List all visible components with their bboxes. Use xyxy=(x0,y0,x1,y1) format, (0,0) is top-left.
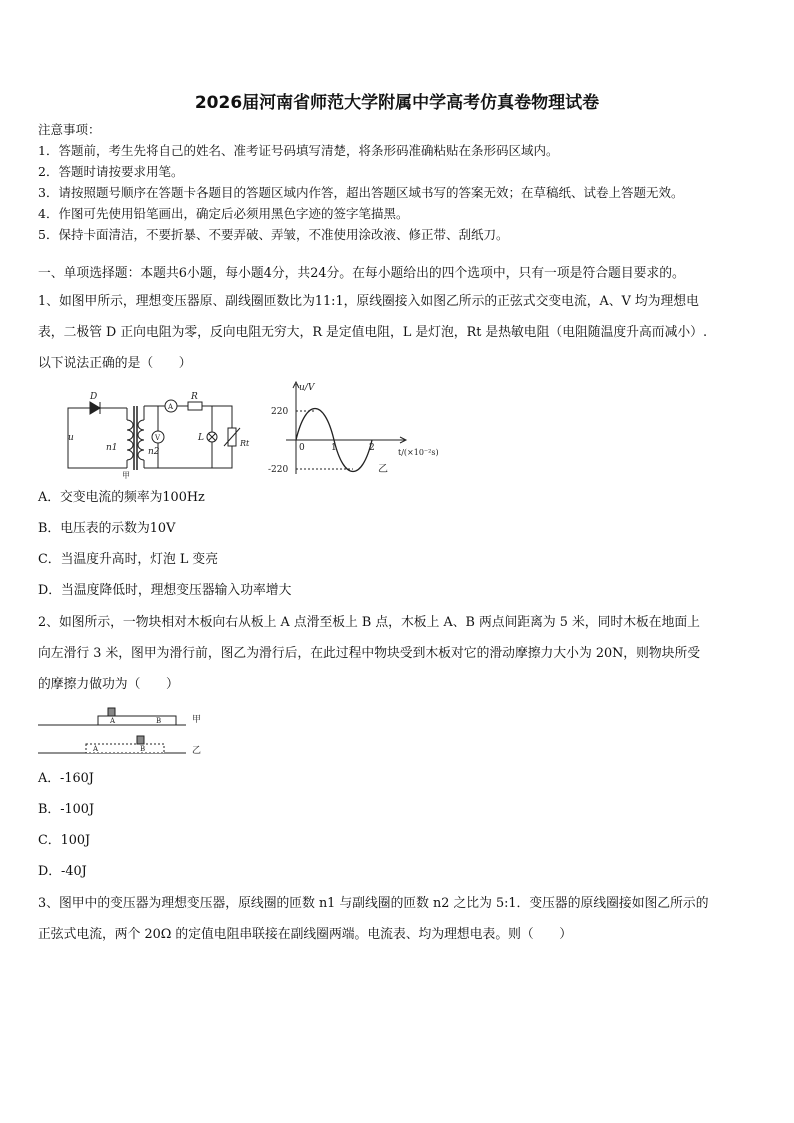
section-heading: 一、单项选择题：本题共6小题，每小题4分，共24分。在每小题给出的四个选项中，只有一项是符合题目要求的。 xyxy=(38,266,685,281)
label-R: R xyxy=(191,392,198,402)
label-D: D xyxy=(90,392,98,402)
q1-text: 以下说法正确的是（ ） xyxy=(38,356,192,371)
y-axis-label: u/V xyxy=(299,383,315,393)
q1-option-a[interactable]: A．交变电流的频率为100Hz xyxy=(38,490,205,505)
label-n2: n2 xyxy=(148,447,160,457)
board-figure xyxy=(38,703,208,761)
q1-option-d[interactable]: D．当温度降低时，理想变压器输入功率增大 xyxy=(38,583,292,598)
figure-label-yi: 乙 xyxy=(192,746,202,756)
q1-text: 表，二极管 D 正向电阻为零，反向电阻无穷大，R 是定值电阻，L 是灯泡，Rt 是热敏电阻（电阻随温度升高而减小）. xyxy=(38,325,708,340)
q3-text: 正弦式电流，两个 20Ω 的定值电阻串联接在副线圈两端。电流表、均为理想电表。则（ ） xyxy=(38,927,573,942)
sine-graph xyxy=(266,378,456,478)
notice-item: 4．作图可先使用铅笔画出，确定后必须用黑色字迹的签字笔描黑。 xyxy=(38,206,409,221)
x-tick-2: 2 xyxy=(369,443,375,453)
circuit-figure xyxy=(60,388,260,480)
voltmeter-label: V xyxy=(155,434,161,442)
label-Rt: Rt xyxy=(240,439,250,448)
q2-option-d[interactable]: D．-40J xyxy=(38,864,87,879)
q1-text: 1、如图甲所示，理想变压器原、副线圈匝数比为11:1，原线圈接入如图乙所示的正弦式交变电流，A、V 均为理想电 xyxy=(38,294,699,309)
notice-item: 5．保持卡面清洁，不要折暴、不要弄破、弄皱，不准使用涂改液、修正带、刮纸刀。 xyxy=(38,227,509,242)
y-tick-220: 220 xyxy=(271,407,289,417)
q2-option-a[interactable]: A．-160J xyxy=(38,771,94,786)
x-tick-1: 1 xyxy=(331,443,337,453)
x-axis-label: t/(×10⁻²s) xyxy=(398,448,439,457)
x-tick-0: 0 xyxy=(299,443,305,453)
page-title: 2026届河南省师范大学附属中学高考仿真卷物理试卷 xyxy=(194,93,600,113)
q1-option-b[interactable]: B．电压表的示数为10V xyxy=(38,521,176,536)
q2-text: 2、如图所示，一物块相对木板向右从板上 A 点滑至板上 B 点，木板上 A、B 两点间距离为 5 米，同时木板在地面上 xyxy=(38,615,700,630)
y-tick-neg220: -220 xyxy=(268,465,289,475)
q2-option-b[interactable]: B．-100J xyxy=(38,802,95,817)
notice-item: 1．答题前，考生先将自己的姓名、准考证号码填写清楚，将条形码准确粘贴在条形码区域内。 xyxy=(38,143,559,158)
figure-label-yi: 乙 xyxy=(378,464,388,475)
notice-heading: 注意事项： xyxy=(38,122,101,137)
q2-option-c[interactable]: C．100J xyxy=(38,833,91,848)
figure-label-jia: 甲 xyxy=(122,471,130,480)
notice-item: 2．答题时请按要求用笔。 xyxy=(38,164,184,179)
q3-text: 3、图甲中的变压器为理想变压器，原线圈的匝数 n1 与副线圈的匝数 n2 之比为 5:1．变压器的原线圈接如图乙所示的 xyxy=(38,896,709,911)
point-A: A xyxy=(110,717,116,725)
label-u: u xyxy=(68,433,74,443)
label-L: L xyxy=(198,433,204,443)
point-A: A xyxy=(93,745,99,753)
ammeter-label: A xyxy=(168,403,174,411)
point-B: B xyxy=(156,717,162,725)
q2-text: 的摩擦力做功为（ ） xyxy=(38,677,179,692)
q1-option-c[interactable]: C．当温度升高时，灯泡 L 变亮 xyxy=(38,552,218,567)
label-n1: n1 xyxy=(106,443,118,453)
q2-text: 向左滑行 3 米，图甲为滑行前，图乙为滑行后，在此过程中物块受到木板对它的滑动摩擦力大小为 20N，则物块所受 xyxy=(38,646,701,661)
point-B: B xyxy=(140,745,146,753)
figure-label-jia: 甲 xyxy=(192,715,202,725)
notice-item: 3．请按照题号顺序在答题卡各题目的答题区域内作答，超出答题区域书写的答案无效；在草稿纸、试卷上答题无效。 xyxy=(38,185,684,200)
